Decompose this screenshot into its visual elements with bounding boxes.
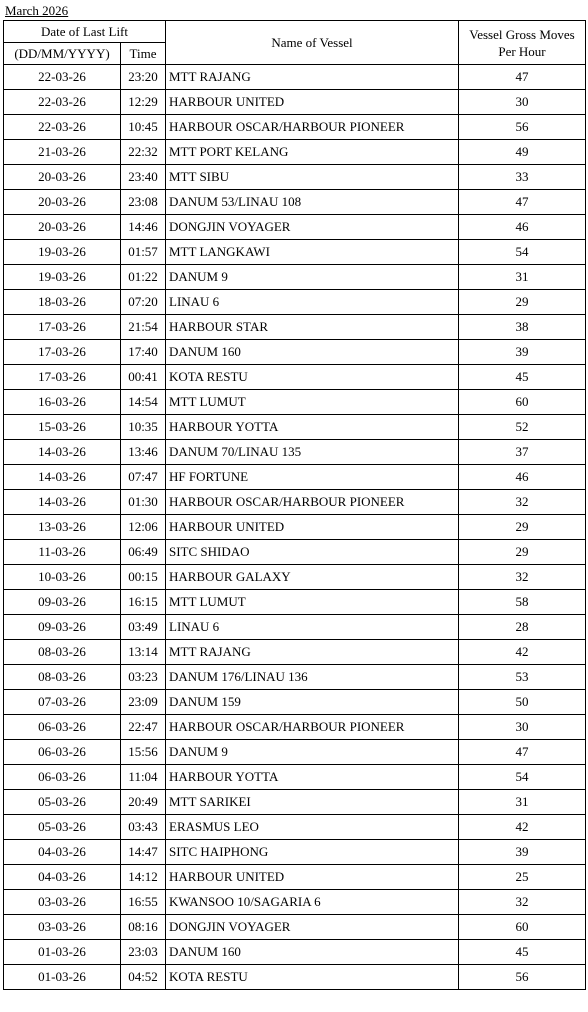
date-cell: 17-03-26 [4, 340, 121, 365]
time-cell: 00:41 [121, 365, 166, 390]
table-row [4, 315, 586, 340]
time-cell: 23:03 [121, 940, 166, 965]
date-cell: 03-03-26 [4, 915, 121, 940]
gross-moves-cell: 45 [459, 940, 586, 965]
table-row [4, 115, 586, 140]
vessel-name-cell: SITC SHIDAO [166, 540, 459, 565]
date-cell: 05-03-26 [4, 790, 121, 815]
time-cell: 14:47 [121, 840, 166, 865]
table-row [4, 290, 586, 315]
table-row [4, 340, 586, 365]
date-cell: 07-03-26 [4, 690, 121, 715]
time-cell: 01:30 [121, 490, 166, 515]
date-cell: 08-03-26 [4, 640, 121, 665]
table-row [4, 565, 586, 590]
date-cell: 06-03-26 [4, 740, 121, 765]
time-cell: 16:15 [121, 590, 166, 615]
table-row [4, 490, 586, 515]
gross-moves-cell: 29 [459, 515, 586, 540]
vessel-name-cell: HARBOUR OSCAR/HARBOUR PIONEER [166, 115, 459, 140]
vessel-name-cell: HARBOUR STAR [166, 315, 459, 340]
time-cell: 17:40 [121, 340, 166, 365]
table-body [4, 65, 586, 990]
date-cell: 10-03-26 [4, 565, 121, 590]
gross-moves-cell: 29 [459, 540, 586, 565]
table-row [4, 465, 586, 490]
vessel-name-cell: HARBOUR GALAXY [166, 565, 459, 590]
gross-moves-cell: 37 [459, 440, 586, 465]
vessel-name-cell: KOTA RESTU [166, 365, 459, 390]
table-row [4, 640, 586, 665]
gross-moves-cell: 30 [459, 715, 586, 740]
vessel-name-cell: HARBOUR OSCAR/HARBOUR PIONEER [166, 490, 459, 515]
table-row [4, 690, 586, 715]
time-cell: 00:15 [121, 565, 166, 590]
date-cell: 11-03-26 [4, 540, 121, 565]
table-row [4, 365, 586, 390]
gross-moves-cell: 50 [459, 690, 586, 715]
time-cell: 23:08 [121, 190, 166, 215]
table-row [4, 590, 586, 615]
time-cell: 01:57 [121, 240, 166, 265]
vessel-name-cell: DONGJIN VOYAGER [166, 215, 459, 240]
date-cell: 22-03-26 [4, 115, 121, 140]
table-row [4, 440, 586, 465]
date-group-header: Date of Last Lift [4, 21, 166, 43]
date-format-header: (DD/MM/YYYY) [4, 43, 121, 65]
gross-moves-cell: 33 [459, 165, 586, 190]
table-row [4, 890, 586, 915]
gross-moves-header-line1: Vessel Gross Moves [469, 26, 575, 42]
time-cell: 10:45 [121, 115, 166, 140]
time-cell: 22:47 [121, 715, 166, 740]
table-row [4, 815, 586, 840]
table-row [4, 865, 586, 890]
gross-moves-cell: 39 [459, 340, 586, 365]
table-row [4, 615, 586, 640]
vessel-name-header: Name of Vessel [166, 21, 459, 65]
gross-moves-cell: 60 [459, 915, 586, 940]
date-cell: 09-03-26 [4, 615, 121, 640]
gross-moves-cell: 54 [459, 240, 586, 265]
vessel-name-cell: KWANSOO 10/SAGARIA 6 [166, 890, 459, 915]
gross-moves-cell: 46 [459, 465, 586, 490]
time-cell: 11:04 [121, 765, 166, 790]
vessel-name-cell: MTT LANGKAWI [166, 240, 459, 265]
date-cell: 06-03-26 [4, 715, 121, 740]
gross-moves-cell: 29 [459, 290, 586, 315]
date-cell: 19-03-26 [4, 240, 121, 265]
gross-moves-cell: 47 [459, 740, 586, 765]
table-row [4, 765, 586, 790]
time-cell: 10:35 [121, 415, 166, 440]
gross-moves-cell: 46 [459, 215, 586, 240]
gross-moves-cell: 32 [459, 490, 586, 515]
date-cell: 14-03-26 [4, 490, 121, 515]
date-cell: 05-03-26 [4, 815, 121, 840]
vessel-name-cell: MTT RAJANG [166, 65, 459, 90]
vessel-name-cell: DANUM 53/LINAU 108 [166, 190, 459, 215]
gross-moves-cell: 45 [459, 365, 586, 390]
date-cell: 14-03-26 [4, 440, 121, 465]
vessel-name-cell: HF FORTUNE [166, 465, 459, 490]
date-cell: 19-03-26 [4, 265, 121, 290]
date-cell: 03-03-26 [4, 890, 121, 915]
vessel-name-cell: HARBOUR UNITED [166, 515, 459, 540]
gross-moves-cell: 39 [459, 840, 586, 865]
vessel-name-cell: DANUM 160 [166, 340, 459, 365]
gross-moves-cell: 49 [459, 140, 586, 165]
gross-moves-cell: 31 [459, 790, 586, 815]
gross-moves-cell: 47 [459, 190, 586, 215]
table-row [4, 840, 586, 865]
date-cell: 13-03-26 [4, 515, 121, 540]
time-cell: 03:23 [121, 665, 166, 690]
date-cell: 04-03-26 [4, 840, 121, 865]
time-cell: 16:55 [121, 890, 166, 915]
gross-moves-cell: 53 [459, 665, 586, 690]
table-row [4, 140, 586, 165]
vessel-name-cell: DANUM 159 [166, 690, 459, 715]
date-cell: 14-03-26 [4, 465, 121, 490]
time-cell: 04:52 [121, 965, 166, 990]
table-row [4, 965, 586, 990]
time-cell: 23:40 [121, 165, 166, 190]
date-cell: 06-03-26 [4, 765, 121, 790]
table-row [4, 915, 586, 940]
time-cell: 06:49 [121, 540, 166, 565]
gross-moves-cell: 58 [459, 590, 586, 615]
time-cell: 03:49 [121, 615, 166, 640]
date-cell: 17-03-26 [4, 365, 121, 390]
date-cell: 04-03-26 [4, 865, 121, 890]
vessel-moves-table [3, 20, 586, 990]
time-cell: 23:20 [121, 65, 166, 90]
table-row [4, 790, 586, 815]
gross-moves-cell: 32 [459, 890, 586, 915]
vessel-name-cell: LINAU 6 [166, 615, 459, 640]
table-row [4, 90, 586, 115]
time-cell: 07:20 [121, 290, 166, 315]
gross-moves-cell: 38 [459, 315, 586, 340]
table-row [4, 215, 586, 240]
time-header: Time [121, 43, 166, 65]
vessel-name-cell: HARBOUR OSCAR/HARBOUR PIONEER [166, 715, 459, 740]
table-row [4, 415, 586, 440]
table-row [4, 540, 586, 565]
time-cell: 13:14 [121, 640, 166, 665]
date-cell: 08-03-26 [4, 665, 121, 690]
date-cell: 20-03-26 [4, 165, 121, 190]
date-cell: 20-03-26 [4, 215, 121, 240]
table-row [4, 165, 586, 190]
vessel-name-cell: MTT PORT KELANG [166, 140, 459, 165]
date-cell: 21-03-26 [4, 140, 121, 165]
header-row [4, 21, 586, 43]
vessel-name-cell: DANUM 176/LINAU 136 [166, 665, 459, 690]
time-cell: 15:56 [121, 740, 166, 765]
vessel-name-cell: KOTA RESTU [166, 965, 459, 990]
gross-moves-header [459, 21, 586, 65]
vessel-name-cell: HARBOUR UNITED [166, 90, 459, 115]
table-row [4, 390, 586, 415]
time-cell: 13:46 [121, 440, 166, 465]
time-cell: 14:54 [121, 390, 166, 415]
time-cell: 01:22 [121, 265, 166, 290]
gross-moves-cell: 54 [459, 765, 586, 790]
gross-moves-cell: 47 [459, 65, 586, 90]
vessel-name-cell: DANUM 9 [166, 740, 459, 765]
vessel-name-cell: DANUM 9 [166, 265, 459, 290]
table-row [4, 65, 586, 90]
table-row [4, 515, 586, 540]
time-cell: 14:12 [121, 865, 166, 890]
vessel-name-cell: DONGJIN VOYAGER [166, 915, 459, 940]
vessel-name-cell: DANUM 70/LINAU 135 [166, 440, 459, 465]
time-cell: 14:46 [121, 215, 166, 240]
gross-moves-cell: 31 [459, 265, 586, 290]
gross-moves-cell: 56 [459, 115, 586, 140]
vessel-name-cell: HARBOUR YOTTA [166, 765, 459, 790]
gross-moves-cell: 52 [459, 415, 586, 440]
date-cell: 09-03-26 [4, 590, 121, 615]
gross-moves-cell: 28 [459, 615, 586, 640]
vessel-name-cell: MTT SIBU [166, 165, 459, 190]
gross-moves-cell: 30 [459, 90, 586, 115]
gross-moves-header-line2: Per Hour [498, 43, 546, 59]
table-row [4, 240, 586, 265]
time-cell: 12:06 [121, 515, 166, 540]
time-cell: 20:49 [121, 790, 166, 815]
date-cell: 22-03-26 [4, 65, 121, 90]
table-row [4, 190, 586, 215]
gross-moves-cell: 25 [459, 865, 586, 890]
vessel-name-cell: MTT LUMUT [166, 390, 459, 415]
time-cell: 08:16 [121, 915, 166, 940]
date-cell: 16-03-26 [4, 390, 121, 415]
table-row [4, 665, 586, 690]
vessel-name-cell: LINAU 6 [166, 290, 459, 315]
gross-moves-cell: 60 [459, 390, 586, 415]
gross-moves-cell: 42 [459, 640, 586, 665]
month-label: March 2026 [5, 3, 69, 18]
time-cell: 21:54 [121, 315, 166, 340]
vessel-name-cell: HARBOUR YOTTA [166, 415, 459, 440]
vessel-name-cell: MTT SARIKEI [166, 790, 459, 815]
time-cell: 07:47 [121, 465, 166, 490]
date-cell: 01-03-26 [4, 940, 121, 965]
table-row [4, 265, 586, 290]
vessel-name-cell: SITC HAIPHONG [166, 840, 459, 865]
table-row [4, 715, 586, 740]
time-cell: 12:29 [121, 90, 166, 115]
time-cell: 03:43 [121, 815, 166, 840]
date-cell: 20-03-26 [4, 190, 121, 215]
vessel-name-cell: MTT LUMUT [166, 590, 459, 615]
vessel-name-cell: ERASMUS LEO [166, 815, 459, 840]
vessel-name-cell: MTT RAJANG [166, 640, 459, 665]
date-cell: 15-03-26 [4, 415, 121, 440]
gross-moves-cell: 42 [459, 815, 586, 840]
time-cell: 22:32 [121, 140, 166, 165]
date-cell: 17-03-26 [4, 315, 121, 340]
table-row [4, 740, 586, 765]
date-cell: 18-03-26 [4, 290, 121, 315]
time-cell: 23:09 [121, 690, 166, 715]
gross-moves-cell: 56 [459, 965, 586, 990]
vessel-name-cell: HARBOUR UNITED [166, 865, 459, 890]
date-cell: 22-03-26 [4, 90, 121, 115]
table-row [4, 940, 586, 965]
date-cell: 01-03-26 [4, 965, 121, 990]
vessel-name-cell: DANUM 160 [166, 940, 459, 965]
gross-moves-cell: 32 [459, 565, 586, 590]
